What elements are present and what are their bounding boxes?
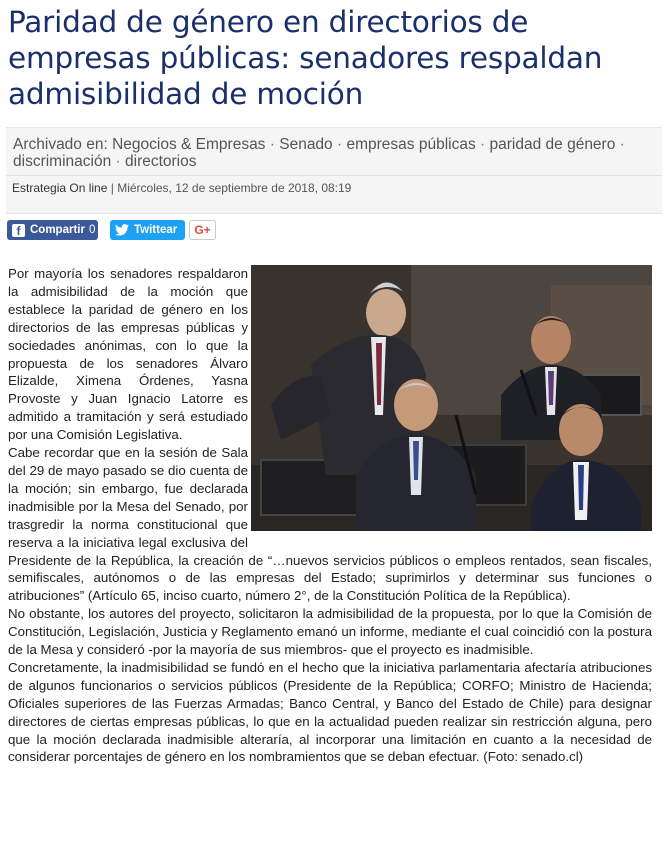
twitter-share-label: Twittear	[134, 224, 178, 236]
article-title: Paridad de género en directorios de empresas públicas: senadores respaldan admisibilidad de moción	[8, 5, 603, 111]
photo-spacer	[248, 265, 652, 540]
tag-link[interactable]: discriminación	[13, 153, 112, 170]
facebook-share-label: Compartir	[30, 224, 85, 236]
meta-divider	[6, 175, 662, 176]
facebook-icon: f	[12, 224, 25, 237]
meta-separator: |	[110, 181, 114, 195]
byline	[12, 181, 351, 195]
tag-link[interactable]: empresas públicas	[346, 136, 476, 153]
article-paragraph: Cabe recordar que en la sesión de Sala del 29 de mayo pasado se dio cuenta de la moción; sin embargo, fue declarada inadmisible por la Mesa del Senado, por trasgredir la norma constitucional que reserva a la iniciativa legal exclusiva del Presidente de la República, la creación de “…nuevos servicios públicos o empleos rentados, sean fiscales, semifiscales, autónomos o de las empresas del Estado; suprimirlos y determinar sus funciones o atribuciones” (Artículo 65, inciso cuarto, número 2°, de la Constitución Política de la República).	[8, 445, 652, 604]
gplus-share-button[interactable]	[189, 220, 216, 240]
tag-link[interactable]: paridad de género	[489, 136, 616, 153]
article-body	[8, 265, 652, 766]
article-paragraph: Por mayoría los senadores respaldaron la admisibilidad de la moción que establece la paridad de género en los directorios de las empresas públicas y sociedades anónimas, con lo que la propuesta de los senadores Álvaro Elizalde, Ximena Órdenes, Yasna Provoste y Juan Ignacio Latorre es admitido a tramitación y será estudiado por una Comisión Legislativa.	[8, 266, 248, 443]
tag-separator: ·	[480, 136, 486, 153]
tag-separator: ·	[619, 136, 625, 153]
tag-link[interactable]: Senado	[279, 136, 333, 153]
tag-link[interactable]: directorios	[125, 153, 197, 170]
article-paragraph: No obstante, los autores del proyecto, solicitaron la admisibilidad de la propuesta, por lo que la Comisión de Constitución, Legislación, Justicia y Reglamento emanó un informe, mediante el cual coincidió con la postura de la Mesa y consideró -por la mayoría de sus miembros- que el proyecto es inadmisible.	[8, 606, 652, 658]
twitter-bird-icon	[115, 224, 129, 236]
tags-prefix: Archivado en:	[13, 136, 108, 153]
article-paragraph: Concretamente, la inadmisibilidad se fundó en el hecho que la iniciativa parlamentaria afectaría atribuciones de algunos funcionarios o servicios públicos (Presidente de la República; CORFO; Ministro de Hacienda; Oficiales superiores de las Fuerzas Armadas; Banco Central, y Banco del Estado de Chile) para designar directores de ciertas empresas públicas, lo que en la actualidad pueden realizar sin restricción alguna, pero que la moción declarada inadmisible alteraría, al incorporar una limitación en cuanto a la necesidad de considerar porcentajes de género en los nombramientos que se deban efectuar. (Foto: senado.cl)	[8, 659, 652, 765]
tag-link[interactable]: Negocios & Empresas	[112, 136, 266, 153]
tag-separator: ·	[337, 136, 343, 153]
source-name: Estrategia On line	[12, 181, 108, 195]
publish-date: Miércoles, 12 de septiembre de 2018, 08:19	[117, 181, 352, 195]
article-meta-box	[6, 127, 662, 214]
tag-separator: ·	[115, 153, 121, 170]
tags-list	[13, 136, 653, 170]
twitter-share-button[interactable]	[110, 220, 185, 240]
tag-separator: ·	[269, 136, 275, 153]
facebook-share-count: 0	[88, 224, 96, 236]
gplus-icon: G+	[194, 223, 211, 237]
facebook-share-button[interactable]	[7, 220, 98, 240]
